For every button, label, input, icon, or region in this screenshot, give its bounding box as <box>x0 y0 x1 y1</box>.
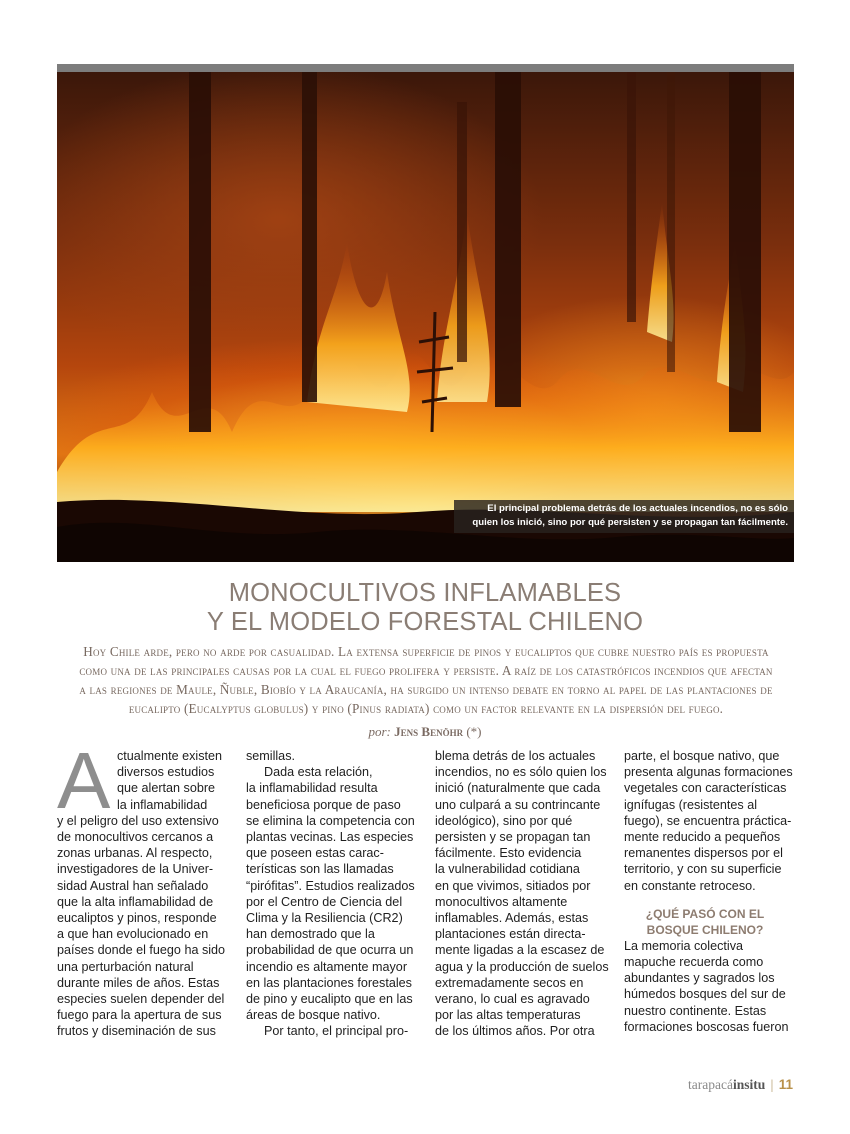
text-line: abundantes y sagrados los <box>624 971 775 986</box>
text-line: remanentes dispersos por el <box>624 846 783 861</box>
text-line: en que vivimos, sitiados por <box>435 878 591 893</box>
text-line: países donde el fuego ha sido <box>57 943 226 958</box>
author-note: (*) <box>466 724 482 739</box>
byline-prefix: por: <box>368 724 391 739</box>
author-name: Jens Benöhr <box>394 724 464 739</box>
body-column-4 <box>624 748 793 1035</box>
text-line: verano, lo cual es agravado <box>435 992 590 1007</box>
text-line: se elimina la competencia con <box>246 813 415 828</box>
brand-bold: insitu <box>732 1077 766 1092</box>
text-line: mente ligadas a la escasez de <box>435 943 605 958</box>
text-line: incendios, no es sólo quien los <box>435 765 607 780</box>
text-line: inflamables. Además, estas <box>435 911 589 926</box>
section-subheading <box>624 906 786 938</box>
text-line: y el peligro del uso extensivo <box>57 813 219 828</box>
lead-line: Hoy Chile arde, pero no arde por casualidad. La extensa superficie de pinos y eucaliptos que cubre nuestro país es propuesta <box>83 644 769 659</box>
brand-light: tarapacá <box>688 1077 733 1092</box>
body-column-3 <box>435 748 609 1040</box>
text-line: de pino y eucalipto que en las <box>246 992 413 1007</box>
text-line: en constante retroceso. <box>624 878 756 893</box>
text-line: especies suelen depender del <box>57 992 225 1007</box>
text-line: han demostrado que la <box>246 927 375 942</box>
text-line: a que han evolucionado en <box>57 927 209 942</box>
footer-separator: | <box>770 1077 774 1092</box>
text-line: ctualmente existen <box>117 749 223 763</box>
text-line: por el Centro de Ciencia del <box>246 894 403 909</box>
text-line: mapuche recuerda como <box>624 955 764 970</box>
text-line: vegetales con características <box>624 781 787 796</box>
text-line: beneficiosa porque de paso <box>246 797 401 812</box>
text-line: blema detrás de los actuales <box>435 749 596 763</box>
text-line: semillas. <box>246 749 295 763</box>
text-line: sidad Austral han señalado <box>57 878 209 893</box>
text-line: frutos y diseminación de sus <box>57 1024 216 1039</box>
article-title: MONOCULTIVOS INFLAMABLES <box>228 579 622 607</box>
text-line: investigadores de la Univer- <box>57 862 214 877</box>
text-line: ideológico), sino por qué <box>435 813 573 828</box>
lead-line: eucalipto (Eucalyptus globulus) y pino (Pinus radiata) como un factor relevante en la dispersión del fuego. <box>128 701 724 716</box>
text-line: plantas vecinas. Las especies <box>246 830 414 845</box>
page-footer <box>688 1077 793 1093</box>
text-line: de monocultivos cercanos a <box>57 830 214 845</box>
text-line: formaciones boscosas fueron <box>624 1019 789 1034</box>
text-line: inició (naturalmente que cada <box>435 781 601 796</box>
text-line: durante miles de años. Estas <box>57 975 220 990</box>
text-line: agua y la producción de suelos <box>435 959 609 974</box>
article-title: Y EL MODELO FORESTAL CHILENO <box>206 608 644 636</box>
subhead-line: ¿QUÉ PASÓ CON EL <box>645 906 765 921</box>
text-line: de los últimos años. Por otra <box>435 1024 595 1039</box>
text-line: la inflamabilidad resulta <box>246 781 378 796</box>
text-line: zonas urbanas. Al respecto, <box>57 846 213 861</box>
text-line: incendio es altamente mayor <box>246 959 408 974</box>
forest-fire-illustration <box>57 72 794 562</box>
text-line: nuestro continente. Estas <box>624 1003 767 1018</box>
text-line: persisten y se propagan tan <box>435 830 591 845</box>
lead-line: como una de las principales causas por la cual el fuego prolifera y persiste. A raíz de los catastróficos incendios que afectan <box>79 663 773 678</box>
text-line: terísticas son las llamadas <box>246 862 394 877</box>
text-line: La memoria colectiva <box>624 938 743 953</box>
text-line: extremadamente secos en <box>435 975 584 990</box>
subhead-line: BOSQUE CHILENO? <box>646 922 764 937</box>
text-line: áreas de bosque nativo. <box>246 1008 381 1023</box>
text-line: monocultivos altamente <box>435 894 568 909</box>
photo-caption <box>454 500 794 533</box>
text-line: que la alta inflamabilidad de <box>57 894 214 909</box>
text-line: diversos estudios <box>117 765 215 780</box>
text-line: fácilmente. Esto evidencia <box>435 846 582 861</box>
text-line: húmedos bosques del sur de <box>624 987 786 1002</box>
text-line: fuego), se encuentra práctica- <box>624 813 792 828</box>
text-line: “pirófitas”. Estudios realizados <box>246 878 415 893</box>
caption-line: El principal problema detrás de los actuales incendios, no es sólo <box>487 503 788 514</box>
text-line: territorio, y con su superficie <box>624 862 782 877</box>
lead-line: a las regiones de Maule, Ñuble, Biobío y la Araucanía, ha surgido un intenso debate en torno al papel de las plantaciones de <box>79 682 773 697</box>
text-line: mente reducido a pequeños <box>624 830 781 845</box>
text-line: plantaciones están directa- <box>435 927 586 942</box>
body-column-2 <box>246 748 415 1040</box>
byline <box>0 724 850 740</box>
text-line: eucaliptos y pinos, responde <box>57 911 217 926</box>
text-line: que alertan sobre <box>117 781 216 796</box>
text-line: fuego para la apertura de sus <box>57 1008 222 1023</box>
forest-fire-photo <box>57 72 794 562</box>
article-lead <box>62 642 790 718</box>
text-line: Clima y la Resiliencia (CR2) <box>246 911 403 926</box>
top-rule <box>57 64 794 72</box>
page-number: 11 <box>778 1077 793 1092</box>
caption-line: quien los inició, sino por qué persisten y se propagan tan fácilmente. <box>472 517 788 528</box>
text-line: ignífugas (resistentes al <box>624 797 758 812</box>
text-line: Dada esta relación, <box>264 765 373 780</box>
text-line: la vulnerabilidad cotidiana <box>435 862 580 877</box>
text-line: la inflamabilidad <box>117 797 208 812</box>
text-line: por las altas temperaturas <box>435 1008 581 1023</box>
text-line: parte, el bosque nativo, que <box>624 749 780 763</box>
text-line: una perturbación natural <box>57 959 194 974</box>
body-column-1 <box>57 736 226 1040</box>
drop-cap: A <box>57 736 111 825</box>
text-line: uno culpará a su contrincante <box>435 797 601 812</box>
text-line: presenta algunas formaciones <box>624 765 793 780</box>
text-line: probabilidad de que ocurra un <box>246 943 414 958</box>
text-line: en las plantaciones forestales <box>246 975 412 990</box>
text-line: Por tanto, el principal pro- <box>264 1024 409 1039</box>
text-line: que poseen estas carac- <box>246 846 384 861</box>
